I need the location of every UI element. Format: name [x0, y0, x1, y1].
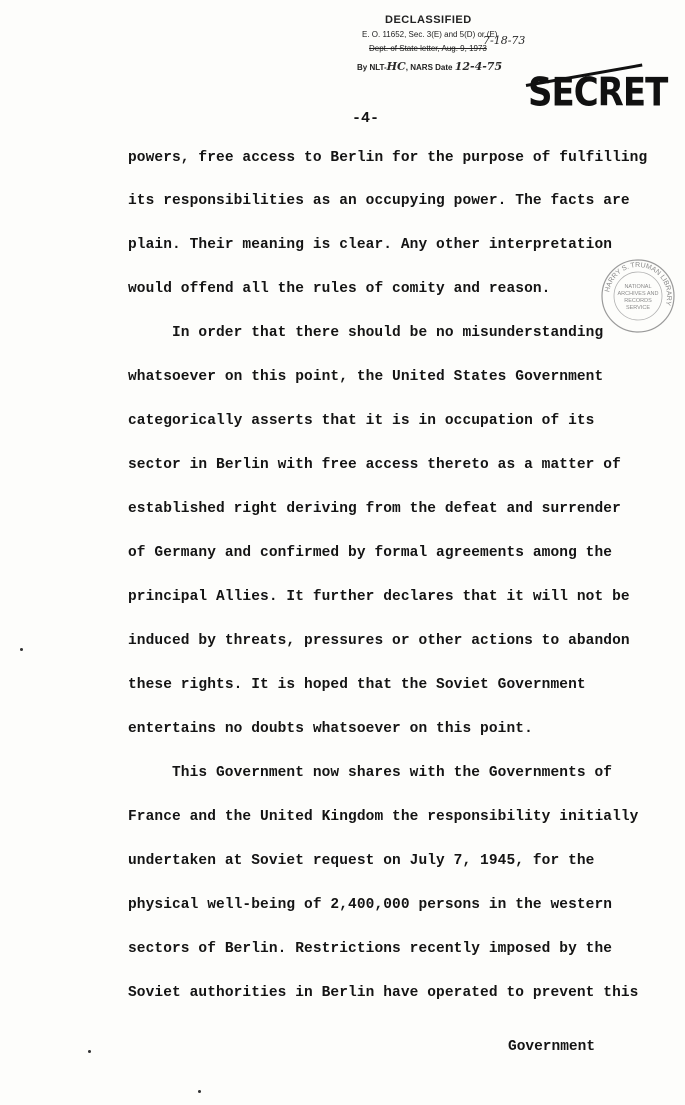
body-line: sectors of Berlin. Restrictions recently imposed by the — [128, 941, 613, 957]
page-number: -4- — [352, 110, 380, 127]
declass-by-line — [357, 60, 502, 73]
body-line: Soviet authorities in Berlin have operated to prevent this — [128, 985, 639, 1001]
body-line: its responsibilities as an occupying power. The facts are — [128, 193, 630, 209]
seal-ring-path: HARRY S. TRUMAN LIBRARY — [604, 261, 673, 307]
seal-center-line: RECORDS — [624, 298, 652, 304]
body-line: This Government now shares with the Governments of — [172, 765, 613, 781]
scan-speck — [20, 648, 23, 651]
by-label: By NLT- — [357, 63, 387, 72]
body-line: whatsoever on this point, the United States Government — [128, 369, 604, 385]
body-line: In order that there should be no misunderstanding — [172, 325, 604, 341]
body-line: entertains no doubts whatsoever on this point. — [128, 721, 533, 737]
body-line: these rights. It is hoped that the Soviet Government — [128, 677, 586, 693]
scan-speck — [198, 1090, 201, 1093]
body-line: powers, free access to Berlin for the purpose of fulfilling — [128, 150, 648, 166]
nars-label: , NARS Date — [405, 63, 453, 72]
body-line: sector in Berlin with free access thereto as a matter of — [128, 457, 621, 473]
classification-mark: SECRET — [528, 70, 668, 116]
body-line: categorically asserts that it is in occupation of its — [128, 413, 595, 429]
catchword: Government — [508, 1039, 596, 1055]
body-line: would offend all the rules of comity and reason. — [128, 281, 551, 297]
declassified-title: DECLASSIFIED — [385, 14, 472, 26]
declass-letter-text: Dept. of State letter, Aug. 9, 1973 — [369, 44, 487, 53]
body-line: established right deriving from the defeat and surrender — [128, 501, 621, 517]
seal-center-line: ARCHIVES AND — [617, 291, 659, 297]
scan-speck — [88, 1050, 91, 1053]
body-line: induced by threats, pressures or other actions to abandon — [128, 633, 630, 649]
seal-center-line: SERVICE — [625, 305, 651, 311]
by-initials: HC — [386, 60, 406, 73]
body-line: of Germany and confirmed by formal agreements among the — [128, 545, 613, 561]
body-line: France and the United Kingdom the responsibility initially — [128, 809, 639, 825]
seal-center-line: NATIONAL — [624, 284, 652, 290]
body-line: plain. Their meaning is clear. Any other interpretation — [128, 237, 613, 253]
declass-letter-line — [369, 44, 487, 53]
body-line: physical well-being of 2,400,000 persons in the western — [128, 897, 613, 913]
body-line: undertaken at Soviet request on July 7, 1945, for the — [128, 853, 595, 869]
library-seal — [600, 258, 676, 334]
declass-authority-line: E. O. 11652, Sec. 3(E) and 5(D) or (E) — [362, 30, 498, 39]
nars-date: 12-4-75 — [454, 60, 503, 73]
body-line: principal Allies. It further declares that it will not be — [128, 589, 630, 605]
handwritten-date: 7-18-73 — [483, 34, 526, 47]
